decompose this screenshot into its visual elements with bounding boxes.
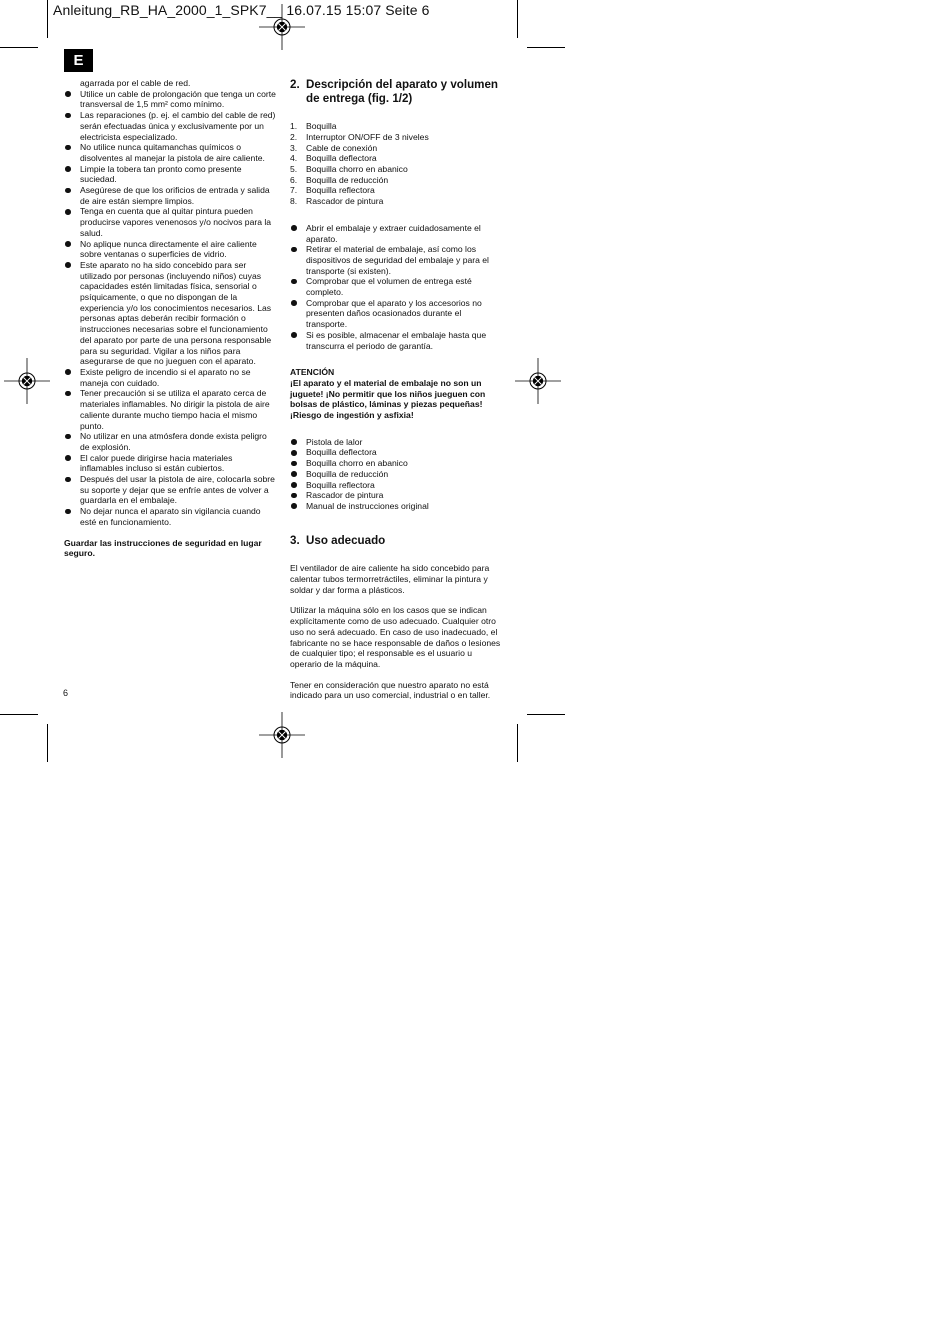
- list-item: Si es posible, almacenar el embalaje hasta que transcurra el periodo de garantía.: [290, 330, 504, 351]
- paragraph: Utilizar la máquina sólo en los casos que se indican explícitamente como de uso adecuado. Cualquier otro uso no será adecuado. En caso de uso inadecuado, el fabricante no se hace responsable de daños o lesiones de cualquier tipo; el responsable es el usuario u operario de la máquina.: [290, 605, 501, 669]
- safety-closing-note: Guardar las instrucciones de seguridad en lugar seguro.: [64, 537, 262, 559]
- section-number: 2.: [290, 78, 300, 91]
- list-item: 4. Boquilla deflectora: [290, 153, 377, 164]
- crop-mark: [47, 0, 48, 38]
- paragraph: El ventilador de aire caliente ha sido concebido para calentar tubos termorretráctiles, eliminar la pintura y soldar y dar forma a plásticos.: [290, 563, 490, 595]
- delivery-contents-list: [290, 437, 504, 512]
- crop-mark: [527, 47, 565, 48]
- list-item: Tener precaución si se utiliza el aparato cerca de materiales inflamables. No dirigir la pistola de aire caliente durante mucho tiempo hacia el mismo punto.: [64, 388, 276, 431]
- list-item: El calor puede dirigirse hacia materiales inflamables incluso si están cubiertos.: [64, 453, 276, 474]
- list-item: Tenga en cuenta que al quitar pintura pueden producirse vapores venenosos y/o nocivos para la salud.: [64, 206, 276, 238]
- list-item: 2. Interruptor ON/OFF de 3 niveles: [290, 131, 429, 142]
- list-item: Limpie la tobera tan pronto como presente suciedad.: [64, 164, 276, 185]
- list-item: Pistola de lalor: [290, 437, 504, 448]
- registration-mark-icon: [515, 358, 561, 404]
- list-item: Boquilla reflectora: [290, 480, 504, 491]
- print-slug: Anleitung_RB_HA_2000_1_SPK7__ 16.07.15 15:07 Seite 6: [53, 2, 430, 18]
- warning-heading: ATENCIÓN: [290, 367, 335, 378]
- list-item: Boquilla chorro en abanico: [290, 458, 504, 469]
- list-item: Comprobar que el aparato y los accesorios no presenten daños ocasionados durante el transporte.: [290, 298, 504, 330]
- list-item: No utilice nunca quitamanchas químicos o disolventes al manejar la pistola de aire caliente.: [64, 142, 276, 163]
- section-number: 3.: [290, 533, 300, 547]
- section-title: Uso adecuado: [306, 533, 386, 547]
- registration-mark-icon: [4, 358, 50, 404]
- crop-mark: [0, 47, 38, 48]
- list-item: No utilizar en una atmósfera donde exista peligro de explosión.: [64, 431, 276, 452]
- section-title: Descripción del aparato y volumen de entrega (fig. 1/2): [306, 78, 498, 105]
- list-item: 8. Rascador de pintura: [290, 196, 384, 207]
- list-item: Retirar el material de embalaje, así como los dispositivos de seguridad del embalaje y para el transporte (si existen).: [290, 244, 504, 276]
- crop-mark: [517, 0, 518, 38]
- unpacking-steps: [290, 223, 504, 351]
- registration-mark-icon: [259, 4, 305, 50]
- list-item: 7. Boquilla reflectora: [290, 185, 375, 196]
- page-number: 6: [63, 688, 69, 698]
- crop-mark: [527, 714, 565, 715]
- list-item: 5. Boquilla chorro en abanico: [290, 164, 408, 174]
- section-3-heading: [290, 534, 504, 548]
- list-item: No aplique nunca directamente el aire caliente sobre ventanas o superficies de vidrio.: [64, 239, 276, 260]
- crop-mark: [517, 724, 518, 762]
- list-item: 3. Cable de conexión: [290, 142, 378, 153]
- list-item: 6. Boquilla de reducción: [290, 174, 389, 185]
- right-column: [290, 78, 504, 701]
- list-item: Abrir el embalaje y extraer cuidadosamente el aparato.: [290, 223, 504, 244]
- section-2-heading: [290, 78, 504, 105]
- continued-text: agarrada por el cable de red.: [80, 78, 191, 88]
- list-item: Las reparaciones (p. ej. el cambio del cable de red) serán efectuadas única y exclusivamente por un electricista especializado.: [64, 110, 276, 142]
- list-item: 1. Boquilla: [290, 121, 337, 132]
- safety-bullet-list: [64, 89, 276, 528]
- list-item: Comprobar que el volumen de entrega esté completo.: [290, 276, 504, 297]
- list-item: No dejar nunca el aparato sin vigilancia cuando esté en funcionamiento.: [64, 506, 276, 527]
- crop-mark: [0, 714, 38, 715]
- list-item: Rascador de pintura: [290, 490, 504, 501]
- list-item: Después del usar la pistola de aire, colocarla sobre su soporte y dejar que se enfríe antes de volver a guardarla en el embalaje.: [64, 474, 276, 506]
- list-item: Boquilla deflectora: [290, 447, 504, 458]
- list-item: Utilice un cable de prolongación que tenga un corte transversal de 1,5 mm² como mínimo.: [64, 89, 276, 110]
- list-item: Boquilla de reducción: [290, 469, 504, 480]
- warning-text: ¡El aparato y el material de embalaje no son un juguete! ¡No permitir que los niños jueguen con bolsas de plástico, láminas y piezas pequeñas! ¡Riesgo de ingestión y asfixia!: [290, 377, 486, 421]
- list-item: Existe peligro de incendio si el aparato no se maneja con cuidado.: [64, 367, 276, 388]
- paragraph: Tener en consideración que nuestro aparato no está indicado para un uso comercial, industrial o en taller.: [290, 679, 491, 701]
- list-item: Asegúrese de que los orificios de entrada y salida de aire están siempre limpios.: [64, 185, 276, 206]
- list-item: Manual de instrucciones original: [290, 501, 504, 512]
- crop-mark: [47, 724, 48, 762]
- parts-list: [290, 121, 504, 207]
- list-item: Este aparato no ha sido concebido para ser utilizado por personas (incluyendo niños) cuyas capacidades estén limitadas física, sensorial o psíquicamente, o que no dispongan de la experiencia y/o los conocimientos necesarios. Las personas aptas deberán recibir formación o instrucciones necesarias sobre el funcionamiento del aparato por parte de una persona responsable para su seguridad. Vigilar a los niños para asegurarse de que no jueguen con el aparato.: [64, 260, 276, 367]
- registration-mark-icon: [259, 712, 305, 758]
- language-badge: E: [64, 49, 93, 72]
- left-column: [64, 78, 276, 559]
